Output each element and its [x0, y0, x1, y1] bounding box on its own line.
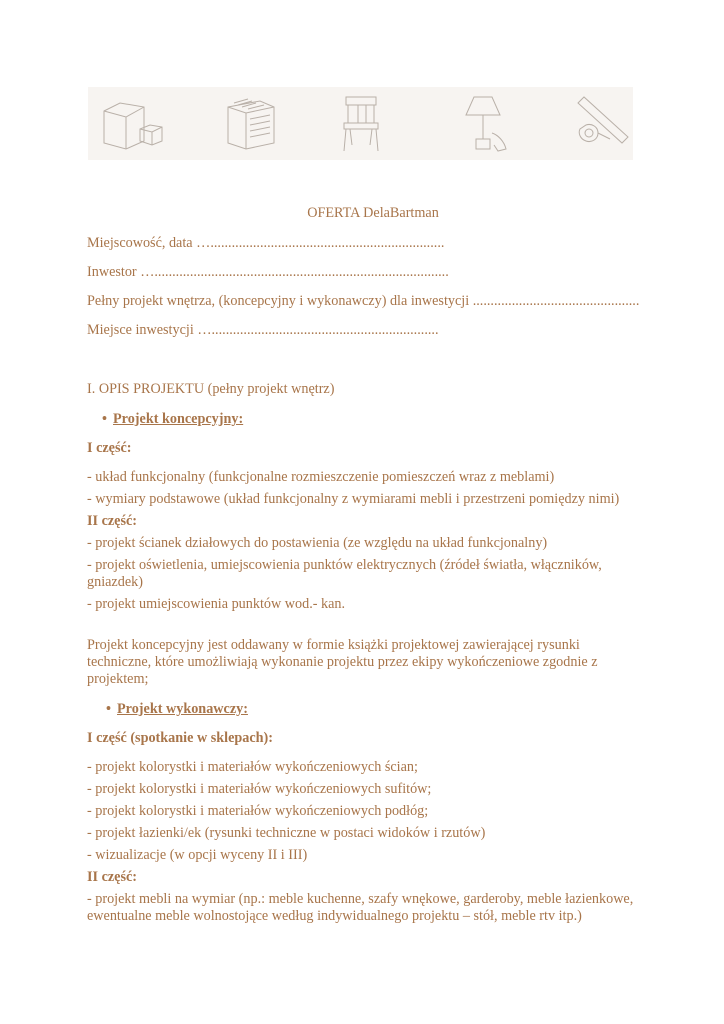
concept-title: Projekt koncepcyjny:	[113, 411, 244, 427]
package-icon	[222, 93, 282, 153]
list-item: - projekt kolorystki i materiałów wykończeniowych podłóg;	[87, 803, 429, 819]
list-item: - projekt kolorystki i materiałów wykończeniowych sufitów;	[87, 781, 432, 797]
list-item: - wymiary podstawowe (układ funkcjonalny z wymiarami mebli i przestrzeni pomiędzy nimi)	[87, 491, 620, 507]
full-project-field: Pełny projekt wnętrza, (koncepcyjny i wykonawczy) dla inwestycji ...............................................	[87, 293, 640, 309]
list-item: - wizualizacje (w opcji wyceny II i III)	[87, 847, 308, 863]
boxes-icon	[100, 93, 166, 153]
concept-part1-label: I część:	[87, 440, 132, 456]
header-banner	[88, 87, 633, 160]
executive-title: Projekt wykonawczy:	[117, 701, 248, 717]
investor-field: Inwestor …...................................................................................	[87, 264, 449, 280]
bullet-concept: •	[102, 411, 107, 427]
concept-part2-label: II część:	[87, 513, 138, 529]
list-item: - projekt mebli na wymiar (np.: meble kuchenne, szafy wnękowe, garderoby, meble łazienkowe, ewentualne meble wolnostojące według indywidualnego projektu – stół, meble rtv itp.)	[87, 891, 634, 924]
executive-part2-label: II część:	[87, 869, 138, 885]
lamp-icon	[458, 93, 512, 157]
location-field: Miejsce inwestycji …................................................................	[87, 322, 439, 338]
list-item: - projekt umiejscowienia punktów wod.- kan.	[87, 596, 346, 612]
concept-note: Projekt koncepcyjny jest oddawany w formie książki projektowej zawierającej rysunki techniczne, które umożliwiają wykonanie projektu przez ekipy wykończeniowe zgodnie z projektem;	[87, 637, 598, 687]
list-item: - projekt łazienki/ek (rysunki techniczne w postaci widoków i rzutów)	[87, 825, 486, 841]
document-title: OFERTA DelaBartman	[307, 205, 439, 221]
list-item: - układ funkcjonalny (funkcjonalne rozmieszczenie pomieszczeń wraz z meblami)	[87, 469, 555, 485]
chair-icon	[336, 93, 386, 155]
list-item: - projekt ścianek działowych do postawienia (ze względu na układ funkcjonalny)	[87, 535, 548, 551]
place-date-field: Miejscowość, data …..................................................................	[87, 235, 445, 251]
executive-part1-label: I część (spotkanie w sklepach):	[87, 730, 274, 746]
list-item: - projekt oświetlenia, umiejscowienia punktów elektrycznych (źródeł światła, włączników, gniazdek)	[87, 557, 602, 590]
bullet-executive: •	[106, 701, 111, 717]
section-heading: I. OPIS PROJEKTU (pełny projekt wnętrz)	[87, 381, 335, 397]
list-item: - projekt kolorystki i materiałów wykończeniowych ścian;	[87, 759, 418, 775]
tape-measure-icon	[572, 93, 632, 153]
